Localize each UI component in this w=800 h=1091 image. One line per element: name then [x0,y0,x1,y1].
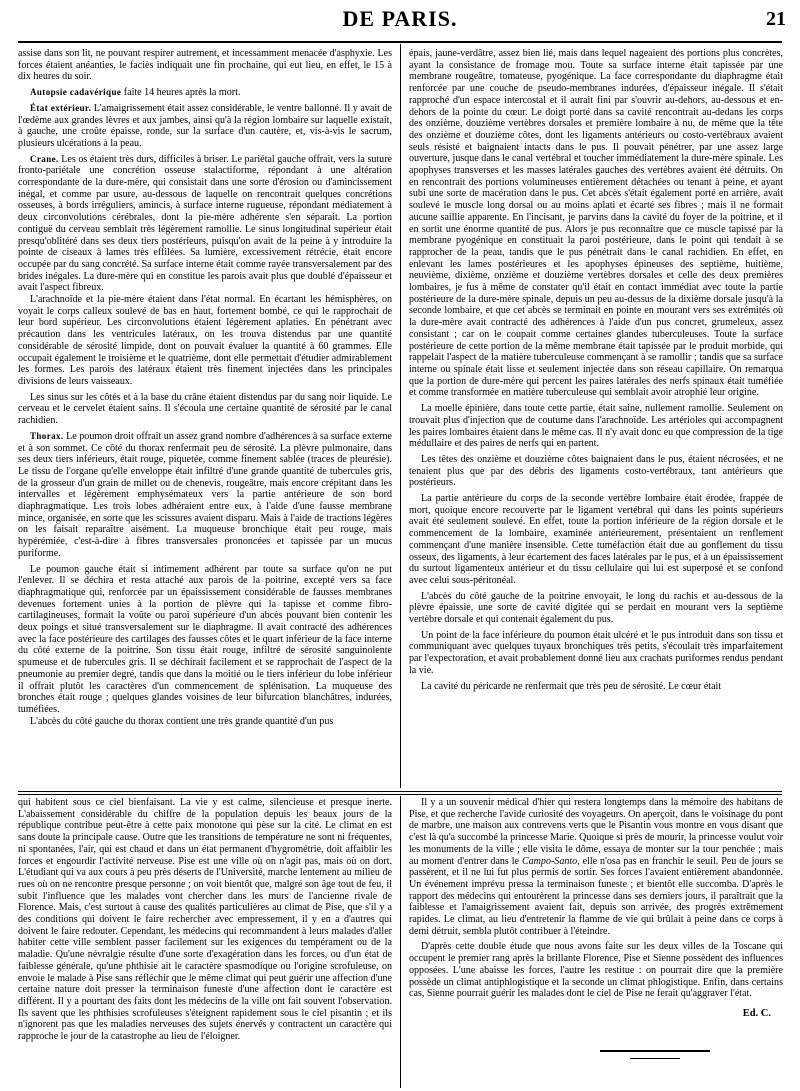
paragraph-text: Il y a un souvenir médical d'hier qui restera longtemps dans la mémoire des habitans de Pise, et que recherche l'avide curiosité des voyageurs. On aperçoit, dans le voisinage du pont de marbre, une maison aux contrevens verts que le Pisantin vous montre en vous disant que c'est là qu'a succombé la princesse Marie. Quoique si près de mourir, la princesse voulut voir les monuments de la ville ; elle visita le dôme, essaya de monter sur la tour penchée ; mais au moment d'entrer dans le [409,797,783,867]
header-rule [18,41,782,43]
end-rule-short [630,1058,680,1059]
section-label: Autopsie cadavérique [30,87,122,98]
paragraph-text: , elle n'osa pas en franchir le seuil. Peu de jours se passèrent, et il ne lui fut plus permis de sortir. Ses forces l'avaient entièrement abandonnée. Un événement imprévu pressa la terminaison funeste ; et bientôt elle succomba. D'après le rapport des médecins qui entourèrent la princesse dans ses derniers jours, il paraîtrait que la faiblesse et l'amaigrissement avaient fait, depuis son arrivée, des progrès extrêmement rapides. Le climat, au lieu d'entretenir la flamme de vie qui brûlait à peine dans ce corps à demi détruit, sembla plutôt contribuer à l'éteindre. [409,855,783,937]
italic-term: Campo-Santo [521,855,578,867]
paragraph: La partie antérieure du corps de la seconde vertèbre lombaire était érodée, frappée de mort, quoique encore recouverte par le ligament vertébral qui dans les points supérieurs avait été seulement soulevé. En effet, toute la portion inférieure de la région dorsale et le commencement de la lombaire, examinée antérieurement, présentaient un renflement commençant d'une manière insensible. Cette tuméfaction était due au gonflement du tissu osseux, des ligaments, à leur écartement des faces latérales par le pus, et à un épaississement du surtout ligamenteux antérieur et du tissu cellulaire qui lui est superposé et se confond avec celui sous-péritonéal. [409,493,783,586]
paragraph [18,431,392,560]
section-divider [18,791,782,795]
page-number: 21 [766,8,786,30]
article-column-top-left [18,48,392,786]
paragraph: La cavité du péricarde ne renfermait que très peu de sérosité. Le cœur était [421,680,722,692]
paragraph: qui habitent sous ce ciel bienfaisant. La vie y est calme, silencieuse et presque inerte. L'abaissement considérable du chiffre de la population depuis les beaux jours de la république contribue peut-être à cette paix monotone qui pèse sur la cité. Le climat en est sans doute la principale cause. Outre que les transitions de température ne sont ni fréquentes, ni spontanées, l'air, qui est chaud et dans un état permanent d'hygrométrie, doit affaiblir les forces et engourdir l'activité nerveuse. Pise est une ville où on n'agit pas, mais où on dort. L'étudiant qui va aux cours à peu près déserts de l'Université, marche lentement au milieu de rues où on ne rencontre presque personne ; on voit bientôt que, malgré son âge tout de feu, il subit l'influence que les malades vont chercher dans les murs de l'ancienne rivale de Florence. Mais, c'est surtout à cause des qualités particulières au climat de Pise, que s'il y a des conditions qui doivent le faire rechercher avec empressement, il y en a d'autres qui doivent le faire redouter. Cependant, les médecins qui recommandent à leurs malades d'aller habiter cette ville semblent passer facilement sur les exigences du tempérament ou de la maladie. Qu'une névralgie résulte d'une sorte d'exagération dans les forces, ou d'un état de faiblesse générale, qu'une phthisie ait le caractère spasmodique ou l'origine scrofuleuse, on envoie le malade à Pise sans réfléchir que le même climat qui peut guérir une affection d'une certaine nature doit presser la terminaison funeste d'une affection dont le caractère est différent. Il y a pourtant des faits dont les médecins de la ville ont fait souvent l'observation. Ils savent que les phthisies scrofuleuses s'éteignent rapidement sous le ciel pisantin ; et ils n'ignorent pas que les maladies nerveuses des sujets énervés y contractent un caractère qui rapproche le jour de la catastrophe au lieu de l'éloigner. [18,797,392,1043]
column-divider-bottom [400,796,401,1088]
paragraph: Les têtes des onzième et douzième côtes baignaient dans le pus, étaient nécrosées, et ne tenaient plus que par des débris des ligaments costo-vertébraux, tant antérieurs que postérieurs. [409,453,783,489]
paragraph [18,154,392,294]
paragraph-text: L'amaigrissement était assez considérable, le ventre ballonné. Il y avait de l'œdème aux grandes lèvres et aux jambes, ainsi qu'à la région lombaire sur laquelle existait, à gauche, une croûte épaisse, ronde, sur la surface d'un cautère, et, vis-à-vis le sacrum, plusieurs ulcérations à la peau. [18,102,392,149]
running-title: DE PARIS. [342,6,458,31]
paragraph: Le poumon gauche était si intimement adhérent par toute sa surface qu'on ne put l'enlever. Il se déchira et resta attaché aux parois de la poitrine, excepté vers sa face diaphragmatique qui, renforcée par un épaississement considérable de fausses membranes devenues fortement unies à la portion de plèvre qui la tapisse et comme fibro-cartilagineuses, formait la voûte ou paroi supérieure d'un abcès pouvant bien contenir les deux poings et situé transversalement sur le diaphragme. Il avait contracté des adhérences avec la face postérieure des cartilages des fausses côtes et le quart inférieur de la face interne du côté externe de la poitrine. Son tissu était rouge, infiltré de sérosité sanguinolente spumeuse et de tubercules gris. Il se déchirait facilement et se rapprochait de l'aspect de la pneumonie au premier degré, tandis que dans la moitié ou le tiers inférieur du lobe inférieur il offrait plutôt les caractères d'un commencement de splénisation. La muqueuse des bronches était rouge ; quelques glandes voisines de leur bifurcation blanchâtres, indurées, tuméfiées. [18,563,392,715]
section-label: Crane. [30,153,59,164]
paragraph [409,797,783,937]
paragraph: Un point de la face inférieure du poumon était ulcéré et le pus introduit dans son tissu et communiquant avec quelques tuyaux bronchiques très petits, s'écoulait très imparfaitement par l'expectoration, et avait probablement donné lieu aux crachats puriformes rendus pendant la vie. [409,629,783,676]
paragraph-text: Le poumon droit offrait un assez grand nombre d'adhérences à sa surface externe et à son sommet. Ce côté du thorax renfermait peu de sérosité. La plèvre pulmonaire, dans ses deux tiers inférieurs, était rouge, piquetée, comme finement sablée (traces de pleurésie). Le tissu de l'organe qu'elle enveloppe était infiltré d'une grande quantité de tubercules gris, de la grosseur d'un grain de millet ou de chenevis, rougeâtre, mais encore crépitant dans les intervalles et légèrement emphysémateux vers la partie antérieure de son bord diaphragmatique. Les trois lobes adhéraient entre eux, à l'aide d'une fausse membrane mince, organisée, en sorte que les scissures avaient disparu. Mais à l'aide de tractions légères on les faisait reparaître aisément. La muqueuse bronchique était peu rouge, mais hypérémiée, c'est-à-dire à fibres transversales prononcées et tapissée par un mucus puriforme. [18,430,392,559]
article-column-top-right [409,48,783,786]
paragraph: L'arachnoïde et la pie-mère étaient dans l'état normal. En écartant les hémisphères, on voyait le corps calleux soulevé de bas en haut, fortement bombé, ce qui le rapprochait de leur bord supérieur. Les circonvolutions étaient légèrement aplaties. En pénétrant avec précaution dans les ventricules latéraux, on les trouva distendus par une quantité considérable de sérosité limpide, dont on pouvait évaluer la quantité à 60 grammes. Elle occupait également le troisième et le quatrième, dont elle permettait d'étudier admirablement les formes. Les parois des latéraux étaient très finement injectées dans les principales divisions de leurs vaisseaux. [18,294,392,387]
paragraph [18,103,392,150]
paragraph: Les sinus sur les côtés et à la base du crâne étaient distendus par du sang noir liquide. Le cerveau et le cervelet étaient sains. Il s'écoula une certaine quantité de sérosité par le canal rachidien. [18,391,392,427]
section-label: État extérieur. [30,102,92,113]
author-signature: Ed. C. [742,1007,771,1019]
paragraph-text: faite 14 heures après la mort. [121,87,241,99]
paragraph: assise dans son lit, ne pouvant respirer autrement, et incessamment menacée d'asphyxie. Les forces étaient anéanties, le faciès indiquait une fin prochaine, qui eut lieu, en effet, le 15 à dix heures du soir. [18,48,392,83]
paragraph: La moelle épinière, dans toute cette partie, était saine, nullement ramollie. Seulement on trouvait plus d'injection que de coutume dans l'arachnoïde. Les artérioles qui accompagnent les paires lombaires étaient dans le même cas. Il n'y avait donc eu que compression de la tige médullaire et des paires de nerfs qui en partent. [409,403,783,450]
paragraph: D'après cette double étude que nous avons faite sur les deux villes de la Toscane qui occupent le premier rang après la brillante Florence, Pise et Sienne possèdent des influences opposées. L'une abaisse les forces, l'autre les restitue : on pourrait dire que la première possède un climat antiphlogistique et la seconde un climat phlogistique. Enfin, dans certains cas, Sienne pourrait guérir les malades dont le ciel de Pise ne ferait qu'aggraver l'état. [409,941,783,1000]
column-divider-top [400,44,401,788]
paragraph: épais, jaune-verdâtre, assez bien lié, mais dans lequel nageaient des portions plus concrètes, ayant la consistance de fromage mou. Toute sa surface interne était tapissée par une membrane rougeâtre, tomateuse, pyogénique. La face correspondante du diaphragme était renforcée par une couche de pseudo-membranes indurées, d'épaisseur inégale. Il s'était rapproché d'un espace intercostal et il aurait fini par s'ouvrir au-dehors, au-dessous et en-dehors de la pointe du cœur. Le doigt porté dans sa cavité rencontrait au-dedans les corps des onzième, douzième vertèbres dorsales et première lombaire à nu, de même que la tête des onzième et douzième côtes, dont les ligaments antérieurs ou costo-vertébraux avaient seuls résisté et baignaient intacts dans le pus. Il pouvait pénétrer, par une assez large ouverture, jusque dans le canal vertébral et toucher immédiatement la dure-mère spinale. Les apophyses transverses et les masses latérales gauches des vertèbres avaient été détruits. On en rencontrait des portions volumineuses entièrement détachées ou tenant à peine, et ayant subi une sorte de macération dans le pus. Cet abcès s'était également porté en arrière, avait soulevé le muscle long dorsal ou au moins aplati et écarté ses fibres ; mais il ne formait aucune saillie apparente. En l'incisant, je parvins dans la cavité du foyer de la poitrine, et il en sortit une énorme quantité de pus. Alors je pus reconnaître que ce muscle tapissé par la membrane pyogénique en constituait la paroi postérieure, dans le point qui tendait à se rapprocher de la peau, tandis que le pus pénétrait dans le canal rachidien. En effet, en enlevant les lames postérieures et les apophyses épineuses des septième, huitième, neuvième, dixième, onzième et douzième vertèbres dorsales et celle des deux premières lombaires, je fus à même de constater qu'il était en contact immédiat avec toute la partie postérieure de la dure-mère spinale, depuis un peu au-dessus de la dixième dorsale jusqu'à la seconde lombaire, et que cet abcès se terminait en pointe en mourant vers ses extrémités où la dure-mère avait contracté des adhérences à l'aide d'un pus concret, grumeleux, assez consistant ; car on le coupait comme certaines glandes tuberculeuses. Toute la surface postérieure de cette portion de la même membrane était tapissée par le produit morbide, qui rappelait l'aspect de la matière tuberculeuse commençant à se ramollir ; tandis que sa surface interne ou spinale était lisse et seulement injectée dans son réseau capillaire. On remarqua que la portion de dure-mère qui percent les paires latérales des nerfs spinaux était tuméfiée et comme transformée en matière tuberculeuse qui semblait avoir atrophié leur origine. [409,48,783,399]
feuilleton-column-right [409,797,783,1019]
end-rule [600,1050,710,1052]
paragraph: L'abcès du côté gauche de la poitrine envoyait, le long du rachis et au-dessous de la plèvre épaissie, une sorte de cavité digitée qui se perdait en mourant vers la septième vertèbre dorsale et qui contenait également du pus. [409,590,783,626]
paragraph-text: Les os étaient très durs, difficiles à briser. Le pariétal gauche offrait, vers la suture fronto-pariétale une concrétion osseuse stalactiforme, répondant à une altération correspondante de la dure-mère, qui consistait dans une sorte d'érosion ou d'amincissement inégal, et comme par usure, au-dessous de laquelle on rencontrait quelques concrétions osseuses, à bords irréguliers, amincis, à surface interne rugueuse, répondant médiatement à deux circonvolutions cérébrales, dont la pie-mère adhérente s'en séparait. La portion contiguë du cerveau semblait très légèrement ramollie. Le sinus longitudinal supérieur était presqu'oblitéré dans ses deux tiers postérieurs, puisqu'on avait de la peine à y introduire la pointe de ciseaux à lames très effilées. Sa lumière, excessivement rétrécie, était encore occupée par du sang concrété. Sa surface interne était comme rayée transversalement par des brides inégales. La dure-mère qui en constitue les parois avait plus que doublé d'épaisseur et avait l'aspect fibreux. [18,153,392,294]
page-header [0,0,800,42]
paragraph [18,87,392,99]
feuilleton-column-left [18,797,392,1087]
paragraph: L'abcès du côté gauche du thorax contient une très grande quantité d'un pus [30,715,334,727]
section-label: Thorax. [30,430,64,441]
